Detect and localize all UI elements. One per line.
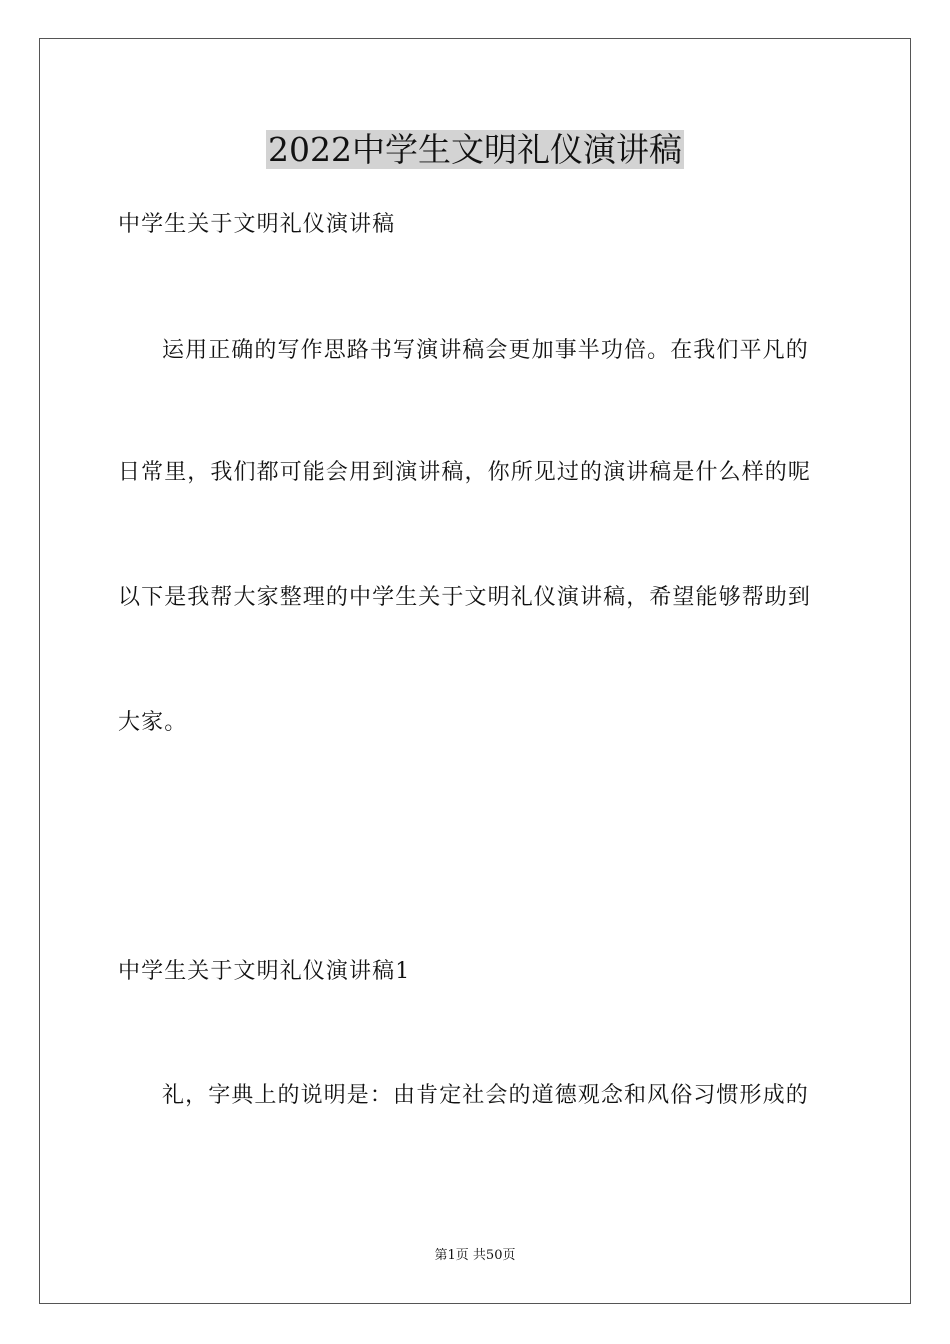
body-line: 日常里，我们都可能会用到演讲稿，你所见过的演讲稿是什么样的呢 (118, 460, 812, 485)
body-line: 以下是我帮大家整理的中学生关于文明礼仪演讲稿，希望能够帮助到 (118, 585, 812, 610)
section-heading: 中学生关于文明礼仪演讲稿1 (118, 959, 411, 984)
body-line: 大家。 (118, 710, 188, 735)
document-title: 2022中学生文明礼仪演讲稿 (268, 130, 682, 169)
body-line: 礼，字典上的说明是：由肯定社会的道德观念和风俗习惯形成的 (162, 1083, 809, 1108)
body-line: 运用正确的写作思路书写演讲稿会更加事半功倍。在我们平凡的 (162, 338, 809, 363)
subtitle-line: 中学生关于文明礼仪演讲稿 (118, 212, 396, 237)
page-footer: 第1页 共50页 (434, 1248, 516, 1263)
